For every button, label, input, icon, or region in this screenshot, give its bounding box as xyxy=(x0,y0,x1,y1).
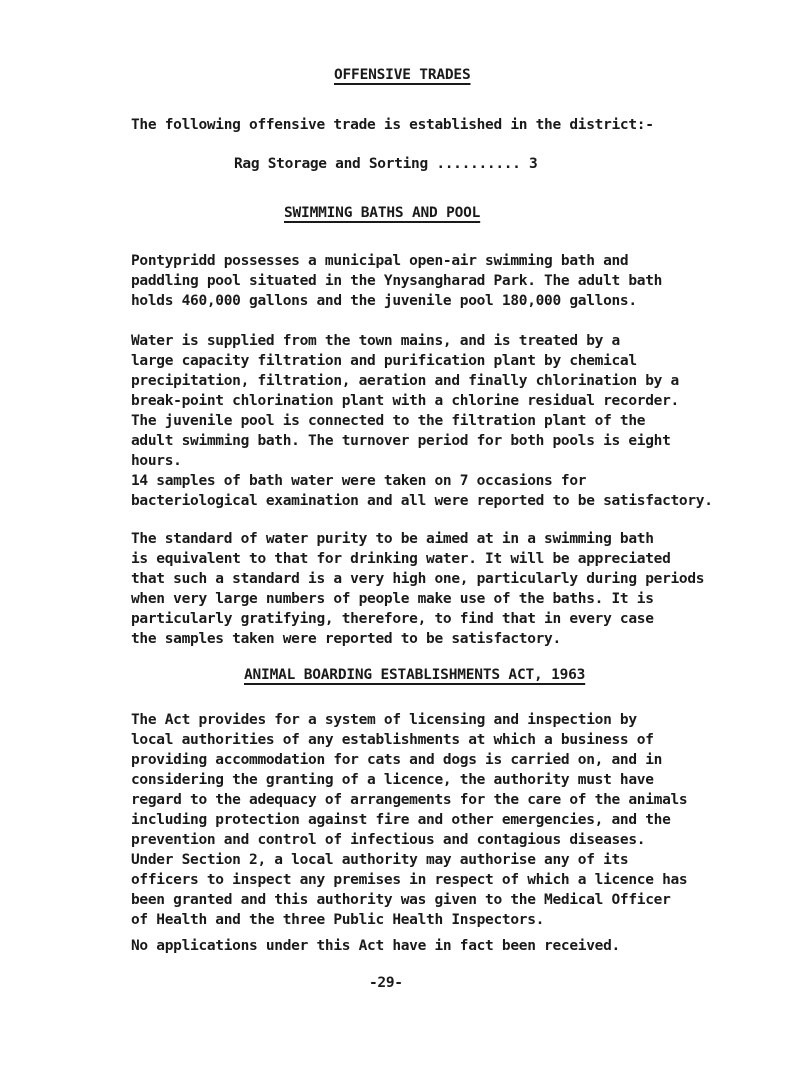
animal-boarding-heading: ANIMAL BOARDING ESTABLISHMENTS ACT, 1963 xyxy=(244,667,586,683)
offensive-trades-intro: The following offensive trade is established in the district:- xyxy=(131,117,654,133)
animal-boarding-paragraph-1: The Act provides for a system of licensing and inspection by local authorities of any establishments at which a business of providing accommodation for cats and dogs is carried on, and in considering the granting of a licence, the authority must have regard to the adequacy of arrangements for the care of the animals including protection against fire and other emergencies, and the prevention and control of infectious and contagious diseases. xyxy=(131,712,688,848)
swimming-paragraph-2: Water is supplied from the town mains, and is treated by a large capacity filtration and purification plant by chemical precipitation, filtration, aeration and finally chlorination by a break-point chlorination plant with a chlorine residual recorder. The juvenile pool is connected to the filtration plant of the adult swimming bath. The turnover period for both pools is eight hours. xyxy=(131,333,679,469)
page-number: -29- xyxy=(369,975,403,991)
swimming-paragraph-1: Pontypridd possesses a municipal open-air swimming bath and paddling pool situated in the Ynysangharad Park. The adult bath holds 460,000 gallons and the juvenile pool 180,000 gallons. xyxy=(131,253,663,309)
swimming-heading: SWIMMING BATHS AND POOL xyxy=(284,205,481,221)
offensive-trade-item: Rag Storage and Sorting .......... 3 xyxy=(234,156,538,172)
swimming-paragraph-4: The standard of water purity to be aimed at in a swimming bath is equivalent to that for drinking water. It will be appreciated that such a standard is a very high one, particularly during periods when very large numbers of people make use of the baths. It is particularly gratifying, therefore, to find that in every case the samples taken were reported to be satisfactory. xyxy=(131,531,705,647)
offensive-trades-heading: OFFENSIVE TRADES xyxy=(334,67,471,83)
animal-boarding-paragraph-3: No applications under this Act have in fact been received. xyxy=(131,938,620,954)
swimming-paragraph-3: 14 samples of bath water were taken on 7 occasions for bacteriological examination and all were reported to be satisfactory. xyxy=(131,473,713,509)
animal-boarding-paragraph-2: Under Section 2, a local authority may authorise any of its officers to inspect any premises in respect of which a licence has been granted and this authority was given to the Medical Officer of Health and the three Public Health Inspectors. xyxy=(131,852,688,928)
